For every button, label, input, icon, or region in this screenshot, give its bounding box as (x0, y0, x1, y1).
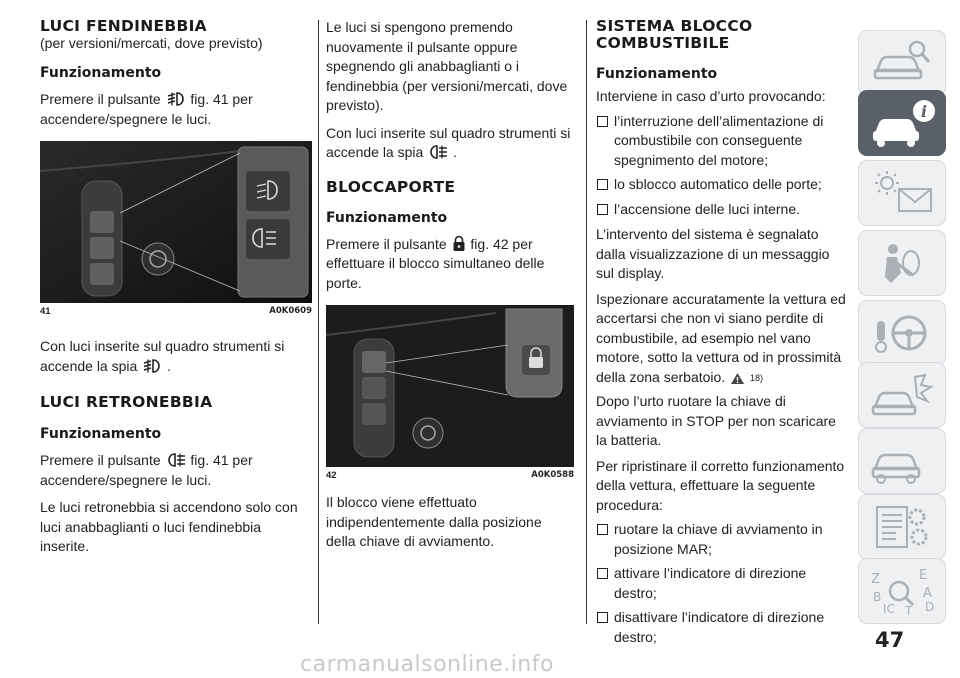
svg-text:B: B (873, 590, 882, 604)
tab-car-info[interactable] (858, 90, 946, 156)
heading-fuel-cutoff-line1: SISTEMA BLOCCO (596, 17, 753, 35)
warning-lights-icon (867, 167, 937, 219)
column-divider-left (318, 20, 319, 624)
fog-light-indicator-icon (142, 358, 162, 374)
car-crash-icon (867, 369, 937, 421)
figure-42-image (326, 305, 574, 467)
subheading-funzionamento: Funzionamento (326, 209, 448, 226)
airbag-icon (867, 237, 937, 289)
figure-41-caption (40, 306, 312, 317)
warning-reference: 18) (749, 372, 763, 383)
fog-light-icon (166, 91, 186, 107)
paragraph-inspect: Ispezionare accuratamente la vettura ed accertarsi che non vi siano perdite di combustibile, ad esempio nel vano motore, sotto la vettura od in prossimità della zona serbatoio. 18) (596, 290, 846, 385)
tab-airbag[interactable] (858, 230, 946, 296)
paragraph-display-message: L’intervento del sistema è segnalato dalla visualizzazione di un messaggio sul display. (596, 226, 830, 281)
warning-triangle-icon (730, 372, 745, 385)
svg-text:i: i (920, 102, 928, 121)
rear-fog-indicator-icon (428, 144, 448, 160)
list-item: l’interruzione dell’alimentazione di combustibile con conseguente spegnimento del motore; (596, 112, 846, 171)
paragraph-restore: Per ripristinare il corretto funzionamento della vettura, effettuare la seguente procedura: (596, 457, 845, 513)
car-info-icon (867, 97, 937, 149)
figure-41-image (40, 141, 312, 303)
paragraph-after-crash: Dopo l’urto ruotare la chiave di avviamento in STOP per non scaricare la batteria. (596, 393, 836, 448)
paragraph-fog-indicator: Con luci inserite sul quadro strumenti si accende la spia . (40, 338, 285, 374)
car-search-icon (867, 37, 937, 89)
figure-41-code: A0K0609 (269, 306, 312, 316)
watermark: carmanualsonline.info (300, 652, 554, 677)
paragraph-rear-fog-condition: Le luci retronebbia si accendono solo con luci anabbaglianti o luci fendinebbia inserite. (40, 499, 298, 554)
tab-settings-list[interactable] (858, 494, 946, 560)
page-number: 47 (875, 628, 905, 652)
svg-text:T: T (905, 604, 913, 617)
heading-door-lock: BLOCCAPORTE (326, 177, 456, 196)
figure-42-caption (326, 470, 574, 481)
list-item: disattivare l’indicatore di direzione destro; (596, 608, 846, 647)
figure-42-number: 42 (326, 470, 337, 481)
subheading-funzionamento: Funzionamento (596, 66, 718, 82)
rear-fog-light-icon (166, 452, 186, 468)
dashboard-door-lock-illustration (326, 305, 574, 467)
paragraph-rear-fog-button: Premere il pulsante fig. 41 per accendere/spegnere le luci. (40, 452, 253, 488)
subheading-funzionamento: Funzionamento (40, 65, 162, 81)
column-divider-right (586, 20, 587, 624)
tab-index[interactable] (858, 558, 946, 624)
paragraph-fog-button: Premere il pulsante fig. 41 per accendere/spegnere le luci. (40, 91, 253, 127)
list-item: ruotare la chiave di avviamento in posizione MAR; (596, 520, 846, 559)
svg-text:E: E (919, 568, 928, 583)
tab-warning-lights[interactable] (858, 160, 946, 226)
svg-text:IC: IC (883, 602, 895, 616)
car-service-icon (867, 435, 937, 487)
heading-fuel-cutoff-line2: COMBUSTIBILE (596, 34, 730, 52)
figure-41-number: 41 (40, 306, 51, 317)
settings-list-icon (867, 501, 937, 553)
heading-rear-fog-lights: LUCI RETRONEBBIA (40, 393, 213, 411)
paragraph-intro: Interviene in caso d’urto provocando: (596, 88, 826, 104)
column-2 (326, 18, 574, 552)
dashboard-fog-buttons-illustration (40, 141, 312, 303)
bullet-list-effects (596, 112, 846, 220)
list-item: lo sblocco automatico delle porte; (596, 175, 846, 195)
tab-car-search[interactable] (858, 30, 946, 96)
svg-text:A: A (923, 586, 932, 601)
heading-fog-lights: LUCI FENDINEBBIA (40, 17, 207, 35)
figure-42-code: A0K0588 (531, 470, 574, 480)
svg-text:D: D (925, 600, 935, 614)
paragraph-lock-button: Premere il pulsante fig. 42 per effettuare il blocco simultaneo delle porte. (326, 235, 545, 291)
tab-steering[interactable] (858, 300, 946, 366)
list-item: attivare l’indicatore di direzione destro; (596, 564, 846, 603)
paragraph-rear-indicator: Con luci inserite sul quadro strumenti si accende la spia . (326, 124, 571, 160)
column-1 (40, 18, 312, 557)
padlock-icon (452, 235, 466, 252)
paragraph-lock-independent: Il blocco viene effettuato indipendentemente dalla posizione della chiave di avviamento. (326, 494, 542, 549)
tab-car-service[interactable] (858, 428, 946, 494)
tab-car-crash[interactable] (858, 362, 946, 428)
svg-text:Z: Z (871, 572, 880, 587)
steering-icon (867, 307, 937, 359)
index-icon (867, 565, 937, 617)
column-3 (596, 18, 846, 647)
paragraph-lights-off: Le luci si spengono premendo nuovamente il pulsante oppure spegnendo gli anabbaglianti o i fendinebbia (per versioni/mercati, dove previsto). (326, 19, 568, 113)
list-item: l’accensione delle luci interne. (596, 200, 846, 220)
subheading-funzionamento: Funzionamento (40, 426, 162, 442)
bullet-list-procedure (596, 520, 846, 647)
fog-subtitle: (per versioni/mercati, dove previsto) (40, 35, 263, 51)
